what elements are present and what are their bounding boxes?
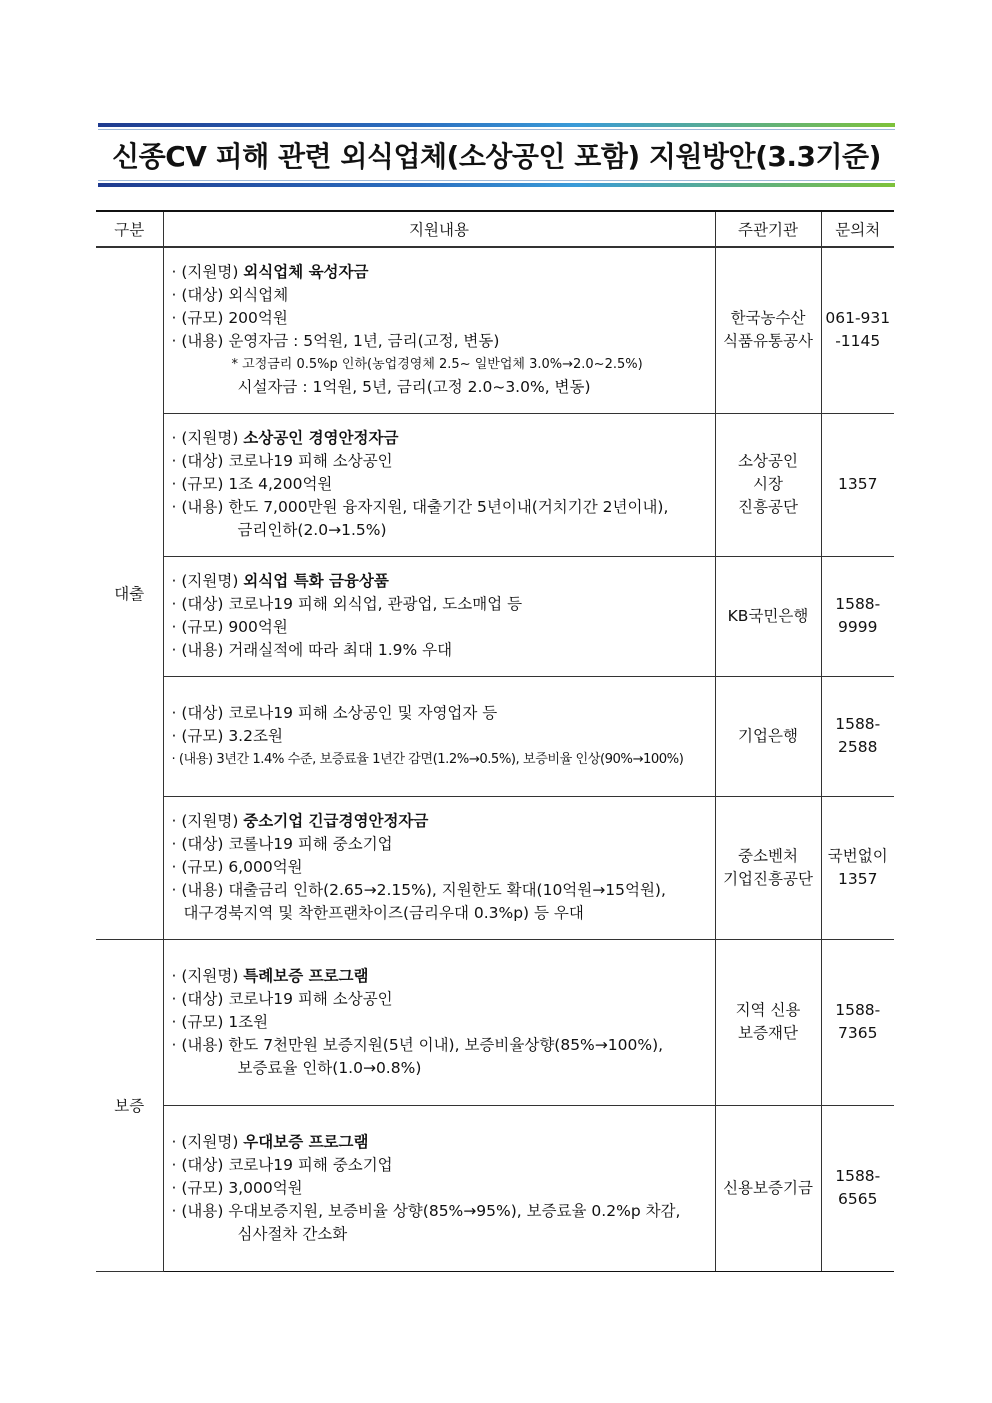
- org-cell: 기업은행: [715, 676, 821, 796]
- content-line: · (규모) 200억원: [171, 309, 288, 328]
- contact-cell: 국번없이 1357: [821, 796, 894, 939]
- content-line: · (규모) 3,000억원: [171, 1178, 303, 1197]
- contact-cell: 1588- 6565: [821, 1105, 894, 1271]
- org-cell: 지역 신용 보증재단: [715, 939, 821, 1105]
- content-line: · (대상) 코로나19 피해 외식업, 관광업, 도소매업 등: [171, 595, 523, 613]
- content-line: · (대상) 코로나19 피해 중소기업: [171, 1155, 393, 1174]
- content-line: · (지원명) 외식업 특화 금융상품: [171, 572, 389, 590]
- row-content: [163, 1105, 715, 1271]
- program-name: 외식업체 육성자금: [243, 263, 369, 282]
- table-row: [96, 939, 894, 1105]
- content-line: · (규모) 1조 4,200억원: [171, 475, 333, 493]
- org-cell: 한국농수산 식품유통공사: [715, 247, 821, 413]
- header-contact: 문의처: [821, 211, 894, 247]
- category-loan: 대출: [96, 247, 163, 939]
- org-cell: 중소벤처 기업진흥공단: [715, 796, 821, 939]
- program-name: 외식업 특화 금융상품: [243, 572, 389, 590]
- program-name: 중소기업 긴급경영안정자금: [243, 812, 429, 830]
- header-content: 지원내용: [163, 211, 715, 247]
- content-line: · (내용) 3년간 1.4% 수준, 보증료율 1년간 감면(1.2%→0.5%), 보증비율 인상(90%→100%): [171, 751, 684, 767]
- content-line: · (지원명) 외식업체 육성자금: [171, 263, 369, 282]
- table-row: [96, 796, 894, 939]
- content-line: 금리인하(2.0→1.5%): [237, 521, 387, 539]
- content-line: · (대상) 코로나19 피해 소상공인: [171, 452, 393, 470]
- title-top-bar: [98, 123, 895, 127]
- content-line: 심사절차 간소화: [237, 1224, 348, 1243]
- program-name: 우대보증 프로그램: [243, 1132, 369, 1151]
- content-line: · (대상) 코로나19 피해 소상공인 및 자영업자 등: [171, 703, 498, 722]
- content-line: · (규모) 900억원: [171, 618, 288, 636]
- table-row: [96, 247, 894, 413]
- header-row: [96, 211, 894, 247]
- support-table: [96, 210, 894, 1272]
- row-content: [163, 413, 715, 556]
- content-line: · (지원명) 소상공인 경영안정자금: [171, 429, 399, 447]
- content-line: · (내용) 거래실적에 따라 최대 1.9% 우대: [171, 641, 453, 659]
- content-line: · (내용) 한도 7천만원 보증지원(5년 이내), 보증비율상향(85%→100%),: [171, 1035, 664, 1054]
- page-title: 신종CV 피해 관련 외식업체(소상공인 포함) 지원방안(3.3기준): [112, 140, 881, 173]
- row-content: [163, 939, 715, 1105]
- content-line: · (내용) 대출금리 인하(2.65→2.15%), 지원한도 확대(10억원→15억원),: [171, 881, 666, 899]
- row-content: [163, 247, 715, 413]
- content-line: · (대상) 외식업체: [171, 286, 289, 305]
- contact-cell: 061-931 -1145: [821, 247, 894, 413]
- row-content: [163, 676, 715, 796]
- contact-cell: 1588- 7365: [821, 939, 894, 1105]
- org-cell: 소상공인 시장 진흥공단: [715, 413, 821, 556]
- title-bottom-bar: [98, 183, 895, 187]
- org-cell: KB국민은행: [715, 556, 821, 676]
- content-line: · (규모) 6,000억원: [171, 858, 303, 876]
- content-line: · (지원명) 우대보증 프로그램: [171, 1132, 369, 1151]
- content-line: · (지원명) 특례보증 프로그램: [171, 966, 369, 985]
- content-note: * 고정금리 0.5%p 인하(농업경영체 2.5~ 일반업체 3.0%→2.0~2.5%): [231, 357, 643, 373]
- org-cell: 신용보증기금: [715, 1105, 821, 1271]
- content-line: · (대상) 코로나19 피해 소상공인: [171, 989, 393, 1008]
- title-banner: [98, 123, 895, 187]
- title-top-thin-bar: [98, 129, 895, 130]
- content-line: · (내용) 우대보증지원, 보증비율 상향(85%→95%), 보증료율 0.2%p 차감,: [171, 1201, 681, 1220]
- header-org: 주관기관: [715, 211, 821, 247]
- row-content: [163, 796, 715, 939]
- content-line: · (지원명) 중소기업 긴급경영안정자금: [171, 812, 429, 830]
- title-bottom-thin-bar: [98, 180, 895, 181]
- table-row: [96, 556, 894, 676]
- row-content: [163, 556, 715, 676]
- category-guarantee: 보증: [96, 939, 163, 1271]
- contact-cell: 1588- 2588: [821, 676, 894, 796]
- content-line: · (규모) 3.2조원: [171, 726, 283, 745]
- content-line: 보증료율 인하(1.0→0.8%): [237, 1058, 422, 1077]
- content-line: · (내용) 한도 7,000만원 융자지원, 대출기간 5년이내(거치기간 2년이내),: [171, 498, 669, 516]
- content-line: · (내용) 운영자금 : 5억원, 1년, 금리(고정, 변동): [171, 332, 500, 351]
- table-row: [96, 676, 894, 796]
- content-line: 대구경북지역 및 착한프랜차이즈(금리우대 0.3%p) 등 우대: [183, 904, 584, 922]
- content-line: · (대상) 코롤나19 피해 중소기업: [171, 835, 393, 853]
- program-name: 특례보증 프로그램: [243, 966, 369, 985]
- table-row: [96, 413, 894, 556]
- header-category: 구분: [96, 211, 163, 247]
- contact-cell: 1588- 9999: [821, 556, 894, 676]
- program-name: 소상공인 경영안정자금: [243, 429, 399, 447]
- content-line: · (규모) 1조원: [171, 1012, 269, 1031]
- contact-cell: 1357: [821, 413, 894, 556]
- content-line: 시설자금 : 1억원, 5년, 금리(고정 2.0~3.0%, 변동): [237, 378, 591, 397]
- table-row: [96, 1105, 894, 1271]
